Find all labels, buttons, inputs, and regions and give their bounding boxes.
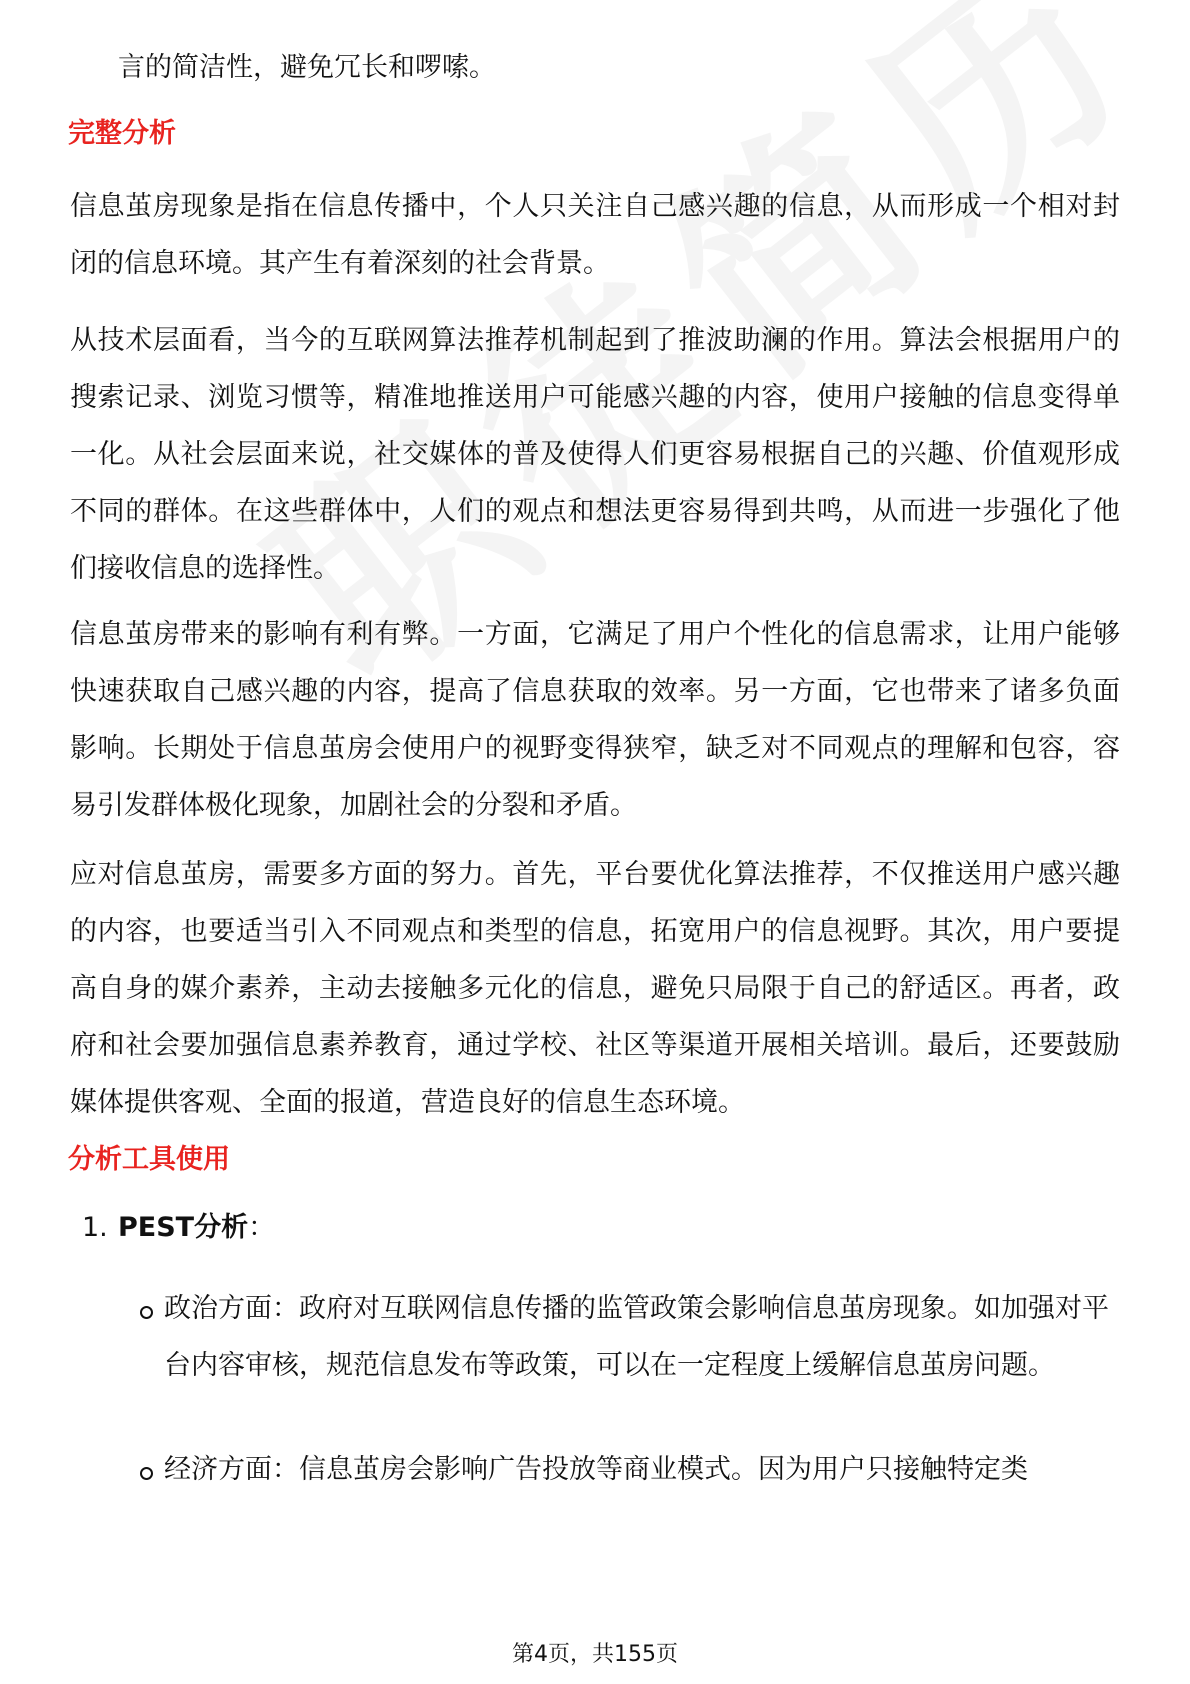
list-item-title (118, 1208, 275, 1248)
bullet-economic: 经济方面：信息茧房会影响广告投放等商业模式。因为用户只接触特定类 (164, 1454, 1028, 1485)
heading-tools: 分析工具使用 (68, 1144, 230, 1175)
paragraph-1: 信息茧房现象是指在信息传播中，个人只关注自己感兴趣的信息，从而形成一个相对封闭的信息环境。其产生有着深刻的社会背景。 (70, 191, 1120, 279)
heading-full-analysis: 完整分析 (68, 118, 176, 149)
list-item-title-bold: PEST分析 (118, 1212, 249, 1243)
list-item-title-suffix: ： (248, 1212, 276, 1243)
paragraph-3: 信息茧房带来的影响有利有弊。一方面，它满足了用户个性化的信息需求，让用户能够快速获取自己感兴趣的内容，提高了信息获取的效率。另一方面，它也带来了诸多负面影响。长期处于信息茧房会使用户的视野变得狭窄，缺乏对不同观点的理解和包容，容易引发群体极化现象，加剧社会的分裂和矛盾。 (70, 619, 1120, 821)
paragraph-4: 应对信息茧房，需要多方面的努力。首先，平台要优化算法推荐，不仅推送用户感兴趣的内容，也要适当引入不同观点和类型的信息，拓宽用户的信息视野。其次，用户要提高自身的媒介素养，主动去接触多元化的信息，避免只局限于自己的舒适区。再者，政府和社会要加强信息素养教育，通过学校、社区等渠道开展相关培训。最后，还要鼓励媒体提供客观、全面的报道，营造良好的信息生态环境。 (70, 859, 1120, 1118)
lead-line: 言的简洁性，避免冗长和啰嗦。 (118, 52, 496, 83)
bullet-circle-icon (140, 1306, 153, 1319)
paragraph-2: 从技术层面看，当今的互联网算法推荐机制起到了推波助澜的作用。算法会根据用户的搜索记录、浏览习惯等，精准地推送用户可能感兴趣的内容，使用户接触的信息变得单一化。从社会层面来说，社交媒体的普及使得人们更容易根据自己的兴趣、价值观形成不同的群体。在这些群体中，人们的观点和想法更容易得到共鸣，从而进一步强化了他们接收信息的选择性。 (70, 325, 1120, 584)
bullet-political: 政治方面：政府对互联网信息传播的监管政策会影响信息茧房现象。如加强对平台内容审核，规范信息发布等政策，可以在一定程度上缓解信息茧房问题。 (164, 1293, 1109, 1381)
page-footer: 第4页，共155页 (512, 1642, 678, 1667)
bullet-circle-icon (140, 1467, 153, 1480)
list-item-number: 1. (82, 1212, 108, 1243)
